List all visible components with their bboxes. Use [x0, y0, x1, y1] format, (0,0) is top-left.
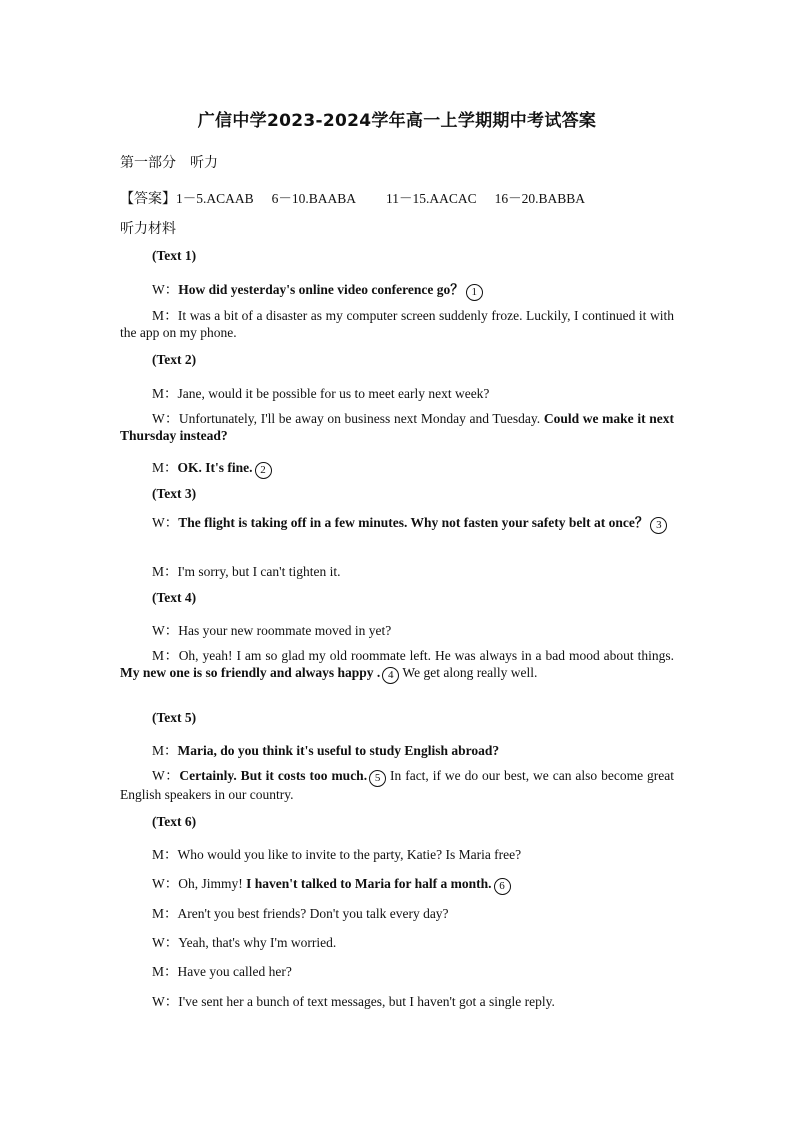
question-marker: 5	[369, 770, 386, 787]
dialogue-text: I'm sorry, but I can't tighten it.	[177, 564, 341, 579]
dialogue-text: Aren't you best friends? Don't you talk every day?	[177, 906, 449, 921]
dialogue-text: Has your new roommate moved in yet?	[178, 623, 392, 638]
dialogue-line	[120, 411, 674, 444]
question-marker: 2	[255, 462, 272, 479]
dialogue-line	[120, 768, 674, 804]
question-marker: 6	[494, 878, 511, 895]
key-sentence: Maria, do you think it's useful to study English abroad?	[177, 743, 500, 758]
dialogue-line	[152, 739, 674, 759]
dialogue-text: Oh, Jimmy!	[178, 876, 247, 891]
answer-group: 16－20.BABBA	[494, 191, 586, 206]
text-label: (Text 5)	[152, 710, 197, 725]
speaker: M：	[152, 964, 178, 979]
dialogue-line	[152, 902, 674, 922]
dialogue-text: Who would you like to invite to the party, Katie? Is Maria free?	[177, 847, 522, 862]
answer-group: 6－10.BAABA	[271, 191, 357, 206]
question-marker: 4	[382, 667, 399, 684]
speaker: M：	[152, 308, 178, 323]
answer-key	[120, 187, 674, 208]
dialogue-text: Have you called her?	[177, 964, 292, 979]
dialogue-line	[152, 382, 674, 402]
speaker: W：	[152, 411, 179, 426]
dialogue-line	[152, 560, 674, 580]
text-label: (Text 4)	[152, 590, 197, 605]
speaker: W：	[152, 623, 179, 638]
dialogue-line	[152, 843, 674, 863]
key-sentence: How did yesterday's online video conference go？	[178, 282, 464, 297]
text-label: (Text 2)	[152, 352, 197, 367]
dialogue-line	[152, 619, 674, 639]
speaker: M：	[152, 847, 178, 862]
question-marker: 3	[650, 517, 667, 534]
question-marker: 1	[466, 284, 483, 301]
key-sentence: OK. It's fine.	[177, 460, 253, 475]
speaker: M：	[152, 906, 178, 921]
speaker: M：	[152, 564, 178, 579]
speaker: M：	[152, 386, 178, 401]
dialogue-line	[120, 308, 674, 341]
speaker: M：	[152, 460, 178, 475]
key-sentence: My new one is so friendly and always happy .	[120, 664, 381, 680]
dialogue-text: Oh, yeah! I am so glad my old roommate left. He was always in a bad mood about things.	[178, 648, 674, 663]
speaker: W：	[152, 876, 179, 891]
speaker: W：	[152, 515, 179, 530]
key-sentence: The flight is taking off in a few minutes. Why not fasten your safety belt at once？	[178, 515, 649, 530]
dialogue-text: Yeah, that's why I'm worried.	[178, 935, 337, 950]
dialogue-text: In fact, if we do our best, we can also become great English speakers in our country.	[120, 768, 674, 802]
answer-group: 11－15.AACAC	[386, 191, 477, 206]
speaker: W：	[152, 935, 179, 950]
dialogue-line	[152, 960, 674, 980]
key-sentence: Certainly. But it costs too much.	[179, 768, 368, 783]
dialogue-line	[120, 648, 674, 684]
key-sentence: I haven't talked to Maria for half a month.	[246, 876, 492, 891]
text-label: (Text 3)	[152, 486, 197, 501]
material-heading: 听力材料	[120, 221, 176, 237]
dialogue-text: It was a bit of a disaster as my computer screen suddenly froze. Luckily, I continued it with the app on my phone.	[120, 308, 674, 340]
dialogue-line	[152, 456, 674, 479]
answer-label: 【答案】	[120, 191, 176, 207]
dialogue-text: I've sent her a bunch of text messages, but I haven't got a single reply.	[178, 994, 555, 1009]
dialogue-line	[152, 931, 674, 951]
dialogue-line	[152, 990, 674, 1010]
part-heading: 第一部分 听力	[120, 155, 218, 171]
dialogue-text: Unfortunately, I'll be away on business next Monday and Tuesday.	[178, 411, 544, 426]
dialogue-line	[152, 872, 674, 895]
text-label: (Text 1)	[152, 248, 197, 263]
speaker: M：	[152, 648, 179, 663]
speaker: W：	[152, 282, 179, 297]
speaker: W：	[152, 768, 180, 783]
page-title: 广信中学2023-2024学年高一上学期期中考试答案	[197, 111, 597, 131]
speaker: W：	[152, 994, 179, 1009]
dialogue-line	[120, 515, 674, 534]
text-label: (Text 6)	[152, 814, 197, 829]
dialogue-line	[152, 278, 674, 301]
speaker: M：	[152, 743, 178, 758]
key-sentence: Could we make it next Thursday instead?	[120, 411, 674, 443]
dialogue-text: We get along really well.	[399, 664, 538, 680]
answer-group: 1－5.ACAAB	[176, 191, 254, 206]
dialogue-text: Jane, would it be possible for us to meet early next week?	[177, 386, 490, 401]
